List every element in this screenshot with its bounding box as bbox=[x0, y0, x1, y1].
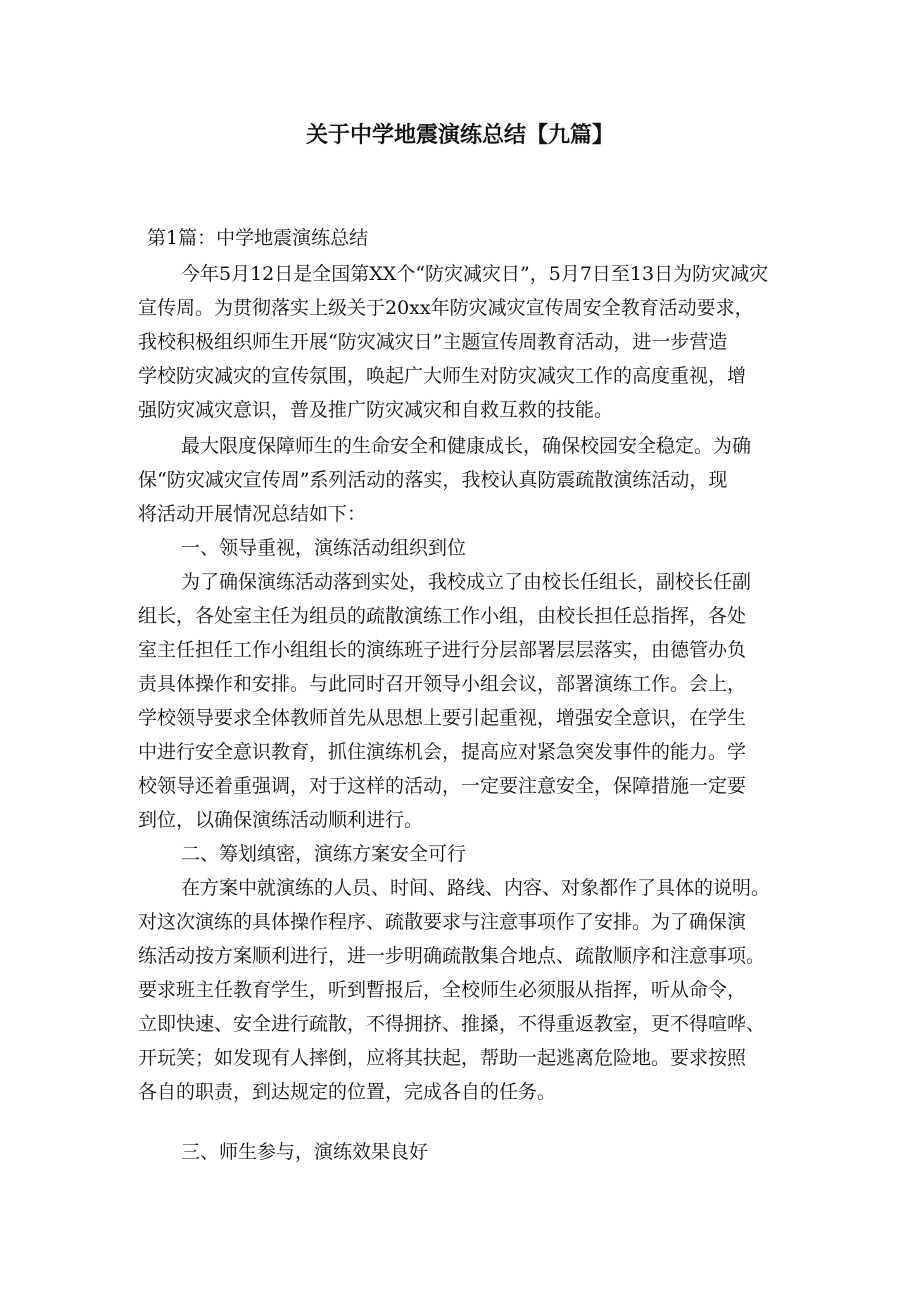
text-line: 为了确保演练活动落到实处，我校成立了由校长任组长，副校长任副 bbox=[181, 571, 752, 593]
text-line: 组长，各处室主任为组员的疏散演练工作小组，由校长担任总指挥，各处 bbox=[138, 605, 747, 627]
document-title: 关于中学地震演练总结【九篇】 bbox=[305, 123, 614, 148]
text-line: 今年5月12日是全国第XX个“防灾减灾日”，5月7日至13日为防灾减灾 bbox=[181, 263, 769, 285]
text-line: 校领导还着重强调，对于这样的活动，一定要注意安全，保障措施一定要 bbox=[138, 775, 747, 797]
text-line: 我校积极组织师生开展“防灾减灾日”主题宣传周教育活动，进一步营造 bbox=[138, 331, 728, 353]
text-line: 开玩笑；如发现有人摔倒，应将其扶起，帮助一起逃离危险地。要求按照 bbox=[138, 1047, 747, 1069]
text-line: 责具体操作和安排。与此同时召开领导小组会议，部署演练工作。会上， bbox=[138, 673, 747, 695]
subsection-heading: 一、领导重视，演练活动组织到位 bbox=[181, 537, 467, 559]
text-line: 要求班主任教育学生，听到暫报后，全校师生必须服从指挥，听从命令， bbox=[138, 979, 747, 1001]
subsection-heading: 三、师生参与，演练效果良好 bbox=[181, 1141, 429, 1163]
text-line: 学校防灾减灾的宣传氛围，唤起广大师生对防灾减灾工作的高度重视，增 bbox=[138, 365, 747, 387]
text-line: 学校领导要求全体教师首先从思想上要引起重视，增强安全意识，在学生 bbox=[138, 707, 747, 729]
text-line: 保“防灾减灾宣传周”系列活动的落实，我校认真防震疏散演练活动，现 bbox=[138, 469, 728, 491]
text-line: 对这次演练的具体操作程序、疏散要求与注意事项作了安排。为了确保演 bbox=[138, 911, 747, 933]
text-line: 各自的职责，到达规定的位置，完成各自的任务。 bbox=[138, 1081, 557, 1103]
text-line: 最大限度保障师生的生命安全和健康成长，确保校园安全稳定。为确 bbox=[181, 435, 752, 457]
text-line: 中进行安全意识教育，抓住演练机会，提高应对紧急突发事件的能力。学 bbox=[138, 741, 747, 763]
text-line: 练活动按方案顺利进行，进一步明确疏散集合地点、疏散顺序和注意事项。 bbox=[138, 945, 766, 967]
text-line: 强防灾减灾意识，普及推广防灾减灾和自救互救的技能。 bbox=[138, 399, 614, 421]
text-line: 到位，以确保演练活动顺利进行。 bbox=[138, 809, 424, 831]
text-line: 将活动开展情况总结如下： bbox=[138, 503, 367, 525]
text-line: 室主任担任工作小组组长的演练班子进行分层部署层层落实，由德管办负 bbox=[138, 639, 747, 661]
text-line: 宣传周。为贯彻落实上级关于20xx年防灾减灾宣传周安全教育活动要求， bbox=[138, 297, 754, 319]
text-line: 立即快速、安全进行疏散，不得拥挤、推搡，不得重返教室，更不得喧哗、 bbox=[138, 1013, 766, 1035]
text-line: 在方案中就演练的人员、时间、路线、内容、对象都作了具体的说明。 bbox=[181, 877, 771, 899]
subsection-heading: 二、筹划缜密，演练方案安全可行 bbox=[181, 843, 467, 865]
section-heading: 第1篇：中学地震演练总结 bbox=[147, 227, 369, 249]
